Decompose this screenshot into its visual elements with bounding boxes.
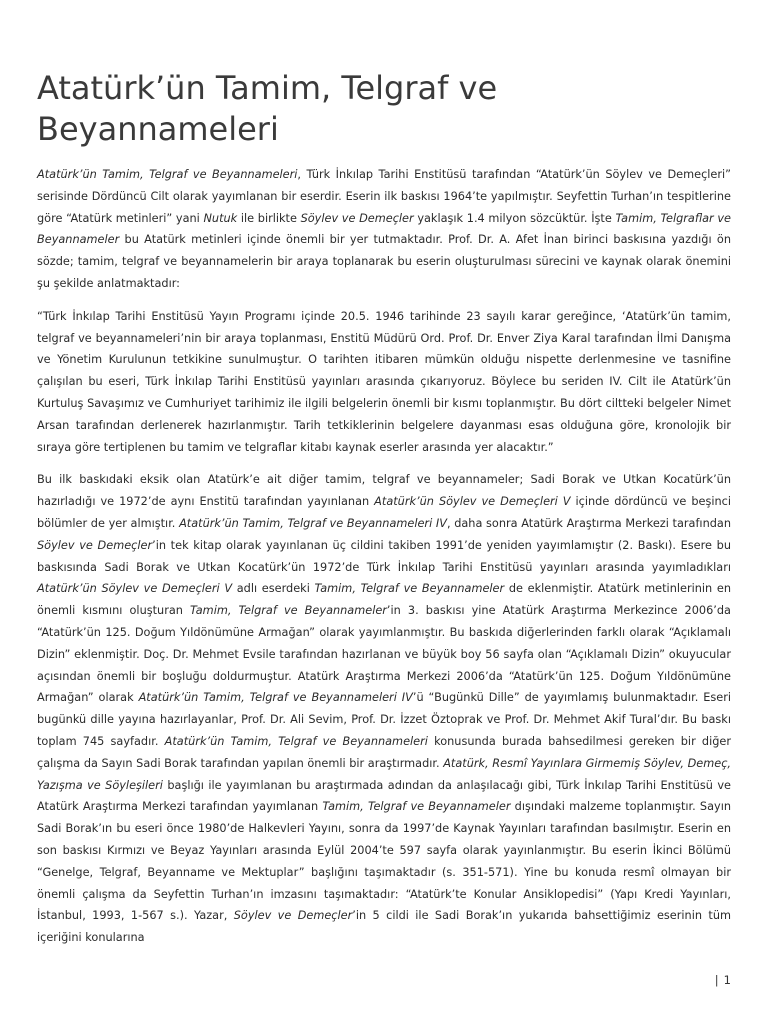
body-paragraph	[37, 469, 731, 949]
italic-title-text: Söylev ve Demeçler	[300, 211, 414, 225]
paragraph-text: de eklenmiştir. Atatürk metinlerinin en önemli kısmını oluşturan	[37, 582, 731, 618]
document-page	[37, 68, 731, 960]
paragraph-text: başlığı ile yayımlanan bu araştırmada adından da anlaşılacağı gibi, Türk İnkılap Tarihi Enstitüsü ve Atatürk Araştırma Merkezi tarafından yayımlanan	[37, 778, 731, 814]
italic-title-text: Atatürk, Resmî Yayınlara Girmemiş Söylev, Demeç, Yazışma ve Söyleşileri	[37, 756, 731, 792]
paragraph-text: Bu ilk baskıdaki eksik olan Atatürk’e ait diğer tamim, telgraf ve beyannameler; Sadi Borak ve Utkan Kocatürk’ün hazırladığı ve 1972’de aynı Enstitü tarafından yayınlanan	[37, 473, 731, 509]
paragraph-text: ’in tek kitap olarak yayınlanan üç cildini takiben 1991’de yeniden yayımlamıştır (2. Baskı). Esere bu baskısında Sadi Borak ve Utkan Kocatürk’ün 1972’de Türk İnkılap Tarihi Enstitüsü yayınları arasında yayımladıkları	[37, 538, 731, 574]
italic-title-text: Atatürk’ün Tamim, Telgraf ve Beyannameleri IV	[179, 516, 447, 530]
italic-title-text: Atatürk’ün Tamim, Telgraf ve Beyannameleri	[37, 168, 298, 181]
paragraph-text: “Türk İnkılap Tarihi Enstitüsü Yayın Programı içinde 20.5. 1946 tarihinde 23 sayılı karar gereğince, ‘Atatürk’ün tamim, telgraf ve beyannameleri’nin bir araya toplanması, Enstitü Müdürü Ord. Prof. Dr. Enver Ziya Karal tarafından İlmi Danışma ve Yönetim Kurulunun tetkikine sunulmuştur. O tarihten itibaren mümkün olduğu nispette derlenmesine ve tasnifine çalışılan bu eseri, Türk İnkılap Tarihi Enstitüsü yayınları arasında çıkarıyoruz. Böylece bu seriden IV. Cilt ile Atatürk’ün Kurtuluş Savaşımız ve Cumhuriyet tarihimiz ile ilgili belgelerin önemli bir kısmı toplanmıştır. Bu dört ciltteki belgeler Nimet Arsan tarafından derlenerek hazırlanmıştır. Tarih tetkiklerinin belgelere dayanması esas olduğuna göre, kronolojik bir sıraya göre tertiplenen bu tamim ve telgraflar kitabı kaynak eserler arasında yer alacaktır.”	[37, 309, 731, 454]
page-number: 1	[723, 973, 731, 987]
paragraph-text: ile birlikte	[237, 211, 301, 225]
page-title: Atatürk’ün Tamim, Telgraf ve Beyannameleri	[37, 69, 498, 148]
footer-separator: |	[714, 973, 719, 987]
italic-title-text: Tamim, Telgraflar ve Beyannameler	[37, 211, 731, 247]
body-paragraph	[37, 164, 731, 295]
article-body	[37, 164, 731, 949]
italic-title-text: Atatürk’ün Tamim, Telgraf ve Beyannameleri IV	[138, 691, 413, 705]
paragraph-text: , Türk İnkılap Tarihi Enstitüsü tarafından “Atatürk’ün Söylev ve Demeçleri” serisinde Dördüncü Cilt olarak yayımlanan bir eserdir. Eserin ilk baskısı 1964’te yapılmıştır. Seyfettin Turhan’ın tespitlerine göre “Atatürk metinleri” yani	[37, 168, 732, 225]
italic-title-text: Söylev ve Demeçler	[37, 538, 153, 552]
paragraph-text: yaklaşık 1.4 milyon sözcüktür. İşte	[413, 211, 616, 225]
paragraph-text: ’ü “Bugünkü Dille” de yayımlamış bulunmaktadır. Eseri bugünkü dille yayına hazırlayanlar, Prof. Dr. Ali Sevim, Prof. Dr. İzzet Öztoprak ve Prof. Dr. Mehmet Akif Tural’dır. Bu baskı toplam 745 sayfadır.	[37, 691, 732, 748]
paragraph-text: , daha sonra Atatürk Araştırma Merkezi tarafından	[446, 516, 731, 530]
paragraph-text: bu Atatürk metinleri içinde önemli bir yer tutmaktadır. Prof. Dr. A. Afet İnan birinci baskısına yazdığı ön sözde; tamim, telgraf ve beyannamelerin bir araya toplanarak bu eserin oluşturulması sürecini ve kaynak olarak önemini şu şekilde anlatmaktadır:	[37, 233, 731, 290]
page-footer	[715, 973, 731, 987]
body-paragraph	[37, 306, 731, 459]
paragraph-text: adlı eserdeki	[232, 582, 315, 596]
paragraph-text: konusunda burada bahsedilmesi gereken bir diğer çalışma da Sayın Sadi Borak tarafından yapılan önemli bir araştırmadır.	[37, 734, 731, 770]
italic-title-text: Tamim, Telgraf ve Beyannameler	[190, 604, 387, 618]
italic-title-text: Tamim, Telgraf ve Beyannameler	[314, 582, 505, 596]
paragraph-text: dışındaki malzeme toplanmıştır. Sayın Sadi Borak’ın bu eseri önce 1980’de Halkevleri Yayını, sonra da 1997’de Kaynak Yayınları tarafından basılmıştır. Eserin en son baskısı Kırmızı ve Beyaz Yayınları arasında Eylül 2004’te 597 sayfa olarak yayınlanmıştır. Bu eserin İkinci Bölümü “Genelge, Telgraf, Beyanname ve Mektuplar” başlığını taşımaktadır (s. 351-571). Yine bu konuda resmî olmayan bir önemli çalışma da Seyfettin Turhan’ın imzasını taşımaktadır: “Atatürk’te Konular Ansiklopedisi” (Yapı Kredi Yayınları, İstanbul, 1993, 1-567 s.). Yazar,	[37, 800, 732, 923]
italic-title-text: Atatürk’ün Söylev ve Demeçleri V	[374, 495, 571, 509]
italic-title-text: Tamim, Telgraf ve Beyannameler	[322, 800, 511, 814]
italic-title-text: Söylev ve Demeçler	[233, 909, 353, 923]
italic-title-text: Atatürk’ün Tamim, Telgraf ve Beyannameleri	[164, 734, 428, 748]
paragraph-text: ’in 5 cildi ile Sadi Borak’ın yukarıda bahsettiğimiz eserinin tüm içeriğini konularına	[37, 909, 731, 945]
paragraph-text: içinde dördüncü ve beşinci bölümler de yer almıştır.	[37, 495, 731, 530]
italic-title-text: Nutuk	[203, 211, 238, 225]
paragraph-text: ’in 3. baskısı yine Atatürk Araştırma Merkezince 2006’da “Atatürk’ün 125. Doğum Yıldönümüne Armağan” olarak yayımlanmıştır. Bu baskıda diğerlerinden farklı olarak “Açıklamalı Dizin” eklenmiştir. Doç. Dr. Mehmet Evsile tarafından hazırlanan ve büyük boy 56 sayfa olan “Açıklamalı Dizin” okuyucular açısından önemli bir boşluğu doldurmuştur. Atatürk Araştırma Merkezi 2006’da “Atatürk’ün 125. Doğum Yıldönümüne Armağan” olarak	[37, 604, 731, 705]
italic-title-text: Atatürk’ün Söylev ve Demeçleri V	[37, 582, 233, 596]
